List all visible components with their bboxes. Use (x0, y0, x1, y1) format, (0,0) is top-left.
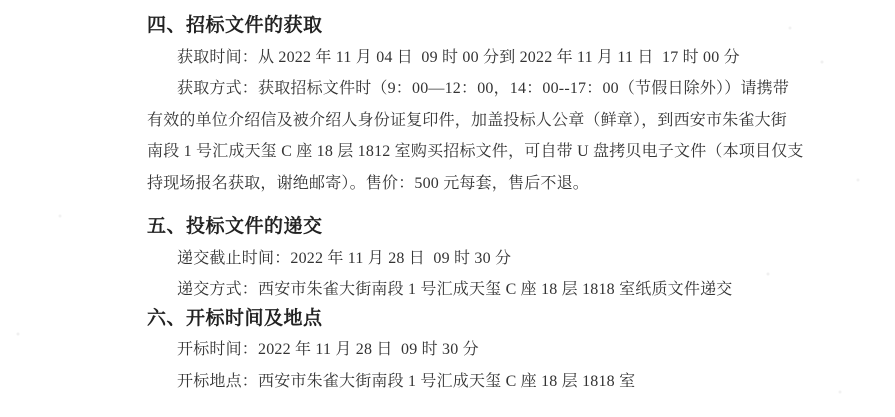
section-heading: 四、招标文件的获取 (147, 15, 323, 36)
text-line: 开标地点：西安市朱雀大街南段 1 号汇成天玺 C 座 18 层 1818 室 (177, 372, 636, 390)
text-line: 开标时间：2022 年 11 月 28 日 09 时 30 分 (177, 341, 479, 358)
section-heading: 五、投标文件的递交 (147, 216, 323, 237)
text-line: 递交截止时间：2022 年 11 月 28 日 09 时 30 分 (177, 249, 512, 267)
text-line: 获取时间：从 2022 年 11 月 04 日 09 时 00 分到 2022 年 11 月 11 日 17 时 00 分 (177, 48, 740, 66)
text-line: 获取方式：获取招标文件时（9：00—12：00，14：00--17：00（节假日除外））请携带 (177, 80, 790, 97)
section-3 (147, 303, 875, 398)
document-body (147, 10, 875, 397)
section-1 (147, 10, 875, 199)
section-heading: 六、开标时间及地点 (147, 307, 323, 329)
text-line: 南段 1 号汇成天玺 C 座 18 层 1812 室购买招标文件，可自带 U 盘拷贝电子文件（本项目仅支 (147, 143, 804, 160)
text-line: 有效的单位介绍信及被介绍人身份证复印件，加盖投标人公章（鲜章），到西安市朱雀大街 (147, 111, 788, 129)
section-2 (147, 211, 875, 306)
text-line: 持现场报名获取，谢绝邮寄）。售价：500 元每套，售后不退。 (147, 174, 590, 192)
text-line: 递交方式：西安市朱雀大街南段 1 号汇成天玺 C 座 18 层 1818 室纸质文件递交 (177, 281, 733, 298)
